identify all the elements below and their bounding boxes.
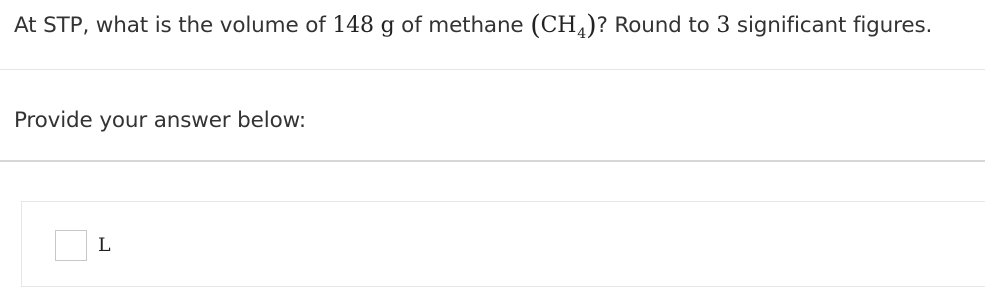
- question-text: [14, 8, 984, 46]
- answer-input[interactable]: [55, 230, 87, 261]
- question-part-1: At STP, what is the volume of: [14, 13, 333, 38]
- paren-open: (: [530, 10, 541, 41]
- answer-unit: L: [98, 234, 111, 256]
- mass-unit: g: [380, 13, 395, 38]
- paren-close: ): [586, 10, 597, 41]
- sigfigs-value: 3: [716, 13, 731, 38]
- question-divider: [0, 69, 985, 70]
- mass-value: 148: [332, 13, 374, 38]
- question-part-4: significant figures.: [730, 13, 933, 38]
- question-part-3: ? Round to: [596, 13, 717, 38]
- question-part-2: of methane: [394, 13, 531, 38]
- prompt-divider: [0, 160, 985, 162]
- answer-container: [21, 201, 985, 287]
- formula-subscript: 4: [577, 26, 587, 42]
- answer-prompt: Provide your answer below:: [14, 108, 306, 133]
- formula-main: CH: [540, 13, 577, 38]
